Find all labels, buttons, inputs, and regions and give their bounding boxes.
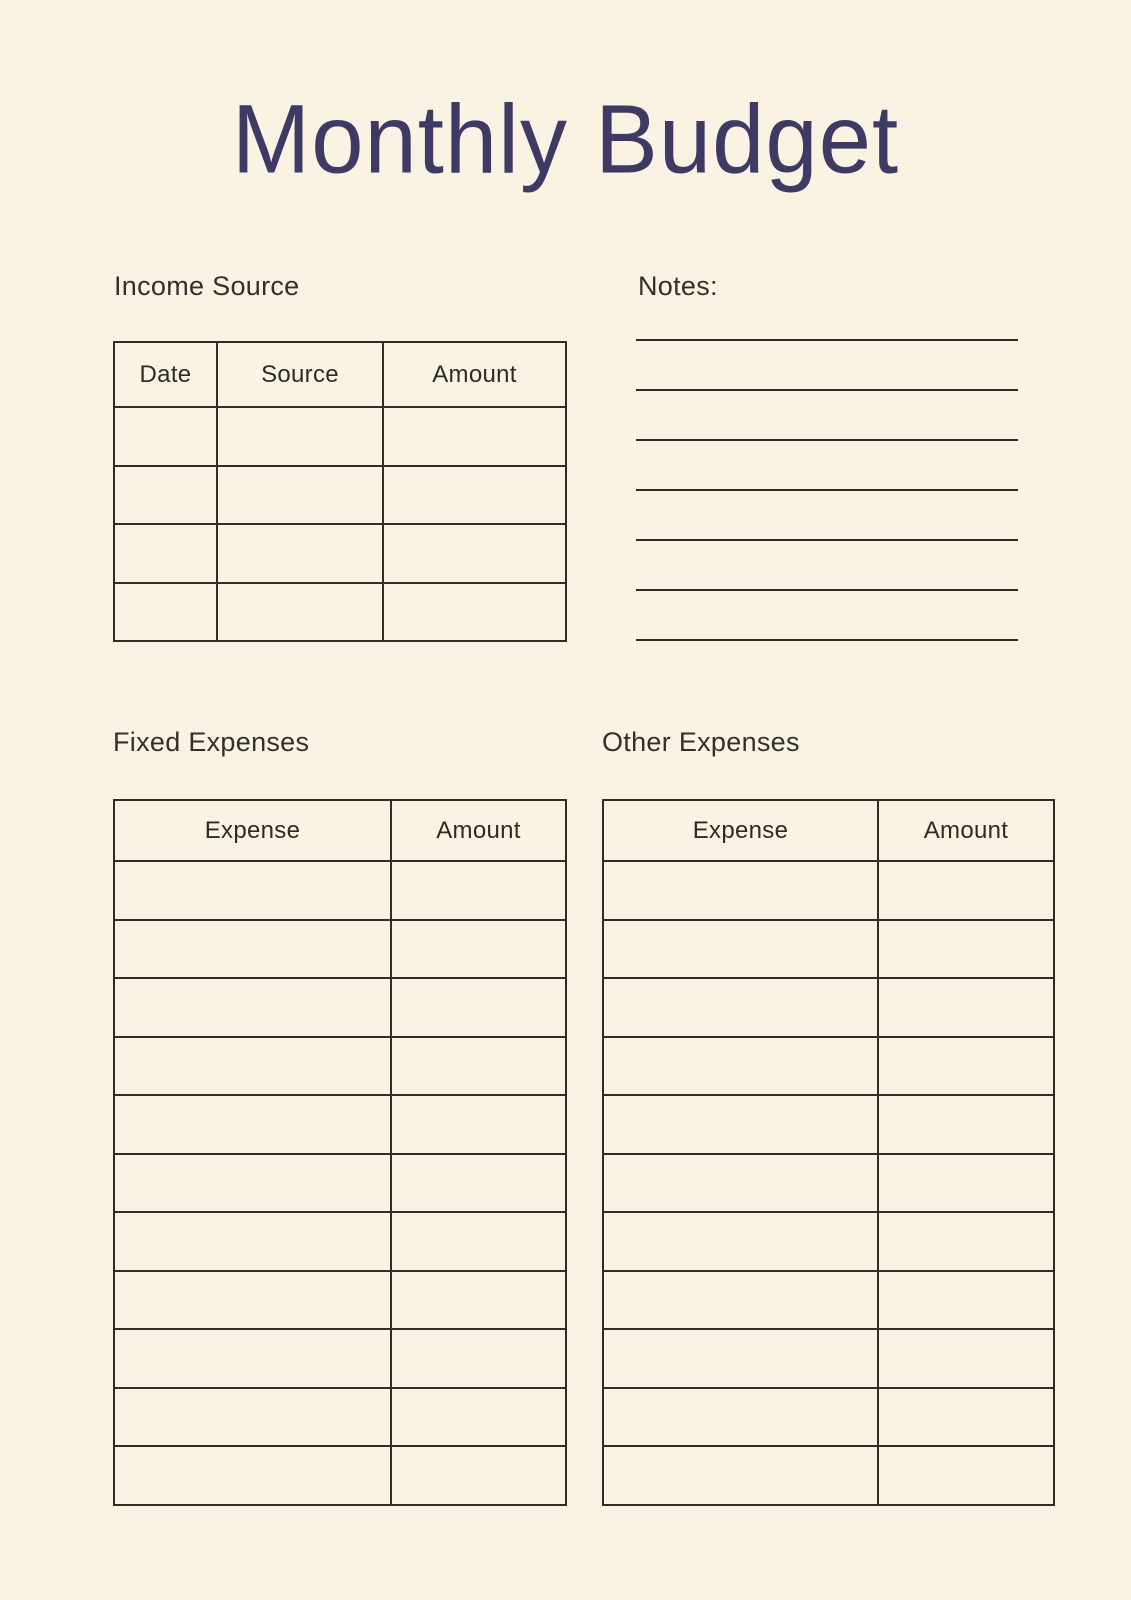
note-line (636, 439, 1018, 441)
empty-cell (878, 1037, 1054, 1096)
empty-cell (878, 1446, 1054, 1505)
empty-cell (114, 1154, 391, 1213)
table-row (603, 1388, 1054, 1447)
income-section-heading: Income Source (114, 271, 300, 301)
notes-ruled-lines (636, 339, 1018, 643)
fixed-expenses-table (113, 799, 567, 1506)
fixed-expenses-section-heading: Fixed Expenses (113, 727, 310, 757)
empty-cell (114, 861, 391, 920)
empty-cell (114, 524, 217, 583)
empty-cell (603, 978, 878, 1037)
table-row (114, 861, 566, 920)
empty-cell (603, 1154, 878, 1213)
other-expenses-section-heading: Other Expenses (602, 727, 800, 757)
empty-cell (391, 920, 566, 979)
empty-cell (114, 920, 391, 979)
empty-cell (217, 524, 383, 583)
table-row (114, 1388, 566, 1447)
empty-cell (603, 1271, 878, 1330)
table-row (603, 1154, 1054, 1213)
empty-cell (603, 1095, 878, 1154)
table-row (114, 466, 566, 525)
empty-cell (114, 1388, 391, 1447)
table-row (603, 1095, 1054, 1154)
empty-cell (391, 1037, 566, 1096)
notes-section-heading: Notes: (638, 271, 718, 301)
empty-cell (603, 1446, 878, 1505)
empty-cell (391, 1446, 566, 1505)
other-expenses-table (602, 799, 1055, 1506)
empty-cell (391, 1095, 566, 1154)
empty-cell (114, 583, 217, 642)
column-header: Expense (114, 800, 391, 861)
table-row (114, 920, 566, 979)
table-row (114, 1271, 566, 1330)
empty-cell (217, 407, 383, 466)
table-header-row (603, 800, 1054, 861)
table-row (114, 1329, 566, 1388)
empty-cell (114, 1446, 391, 1505)
empty-cell (217, 583, 383, 642)
empty-cell (114, 466, 217, 525)
income-source-table (113, 341, 567, 642)
empty-cell (603, 861, 878, 920)
empty-cell (391, 1212, 566, 1271)
table-row (114, 524, 566, 583)
table-header-row (114, 342, 566, 407)
table-row (114, 1095, 566, 1154)
empty-cell (114, 978, 391, 1037)
empty-cell (878, 1212, 1054, 1271)
empty-cell (878, 920, 1054, 979)
empty-cell (391, 1388, 566, 1447)
empty-cell (878, 978, 1054, 1037)
note-line (636, 539, 1018, 541)
empty-cell (391, 1271, 566, 1330)
empty-cell (383, 407, 566, 466)
table-row (114, 978, 566, 1037)
table-row (114, 1446, 566, 1505)
empty-cell (114, 407, 217, 466)
table-row (114, 1212, 566, 1271)
table-row (603, 1212, 1054, 1271)
empty-cell (603, 920, 878, 979)
empty-cell (603, 1388, 878, 1447)
table-header-row (114, 800, 566, 861)
table-row (114, 407, 566, 466)
empty-cell (217, 466, 383, 525)
empty-cell (391, 978, 566, 1037)
table-row (114, 583, 566, 642)
empty-cell (391, 1154, 566, 1213)
table-row (603, 861, 1054, 920)
empty-cell (114, 1212, 391, 1271)
column-header: Amount (878, 800, 1054, 861)
table-row (603, 1446, 1054, 1505)
empty-cell (391, 861, 566, 920)
table-row (114, 1154, 566, 1213)
table-row (603, 1329, 1054, 1388)
table-row (603, 1271, 1054, 1330)
empty-cell (383, 583, 566, 642)
empty-cell (603, 1037, 878, 1096)
note-line (636, 639, 1018, 641)
column-header: Source (217, 342, 383, 407)
column-header: Amount (391, 800, 566, 861)
empty-cell (391, 1329, 566, 1388)
note-line (636, 389, 1018, 391)
empty-cell (878, 861, 1054, 920)
page-title: Monthly Budget (231, 83, 900, 194)
table-row (114, 1037, 566, 1096)
empty-cell (114, 1329, 391, 1388)
empty-cell (878, 1329, 1054, 1388)
empty-cell (878, 1154, 1054, 1213)
empty-cell (114, 1037, 391, 1096)
note-line (636, 589, 1018, 591)
column-header: Date (114, 342, 217, 407)
note-line (636, 339, 1018, 341)
empty-cell (878, 1095, 1054, 1154)
empty-cell (603, 1329, 878, 1388)
empty-cell (114, 1095, 391, 1154)
empty-cell (383, 466, 566, 525)
table-row (603, 920, 1054, 979)
empty-cell (878, 1388, 1054, 1447)
empty-cell (114, 1271, 391, 1330)
empty-cell (383, 524, 566, 583)
column-header: Expense (603, 800, 878, 861)
table-row (603, 1037, 1054, 1096)
column-header: Amount (383, 342, 566, 407)
empty-cell (603, 1212, 878, 1271)
note-line (636, 489, 1018, 491)
table-row (603, 978, 1054, 1037)
empty-cell (878, 1271, 1054, 1330)
